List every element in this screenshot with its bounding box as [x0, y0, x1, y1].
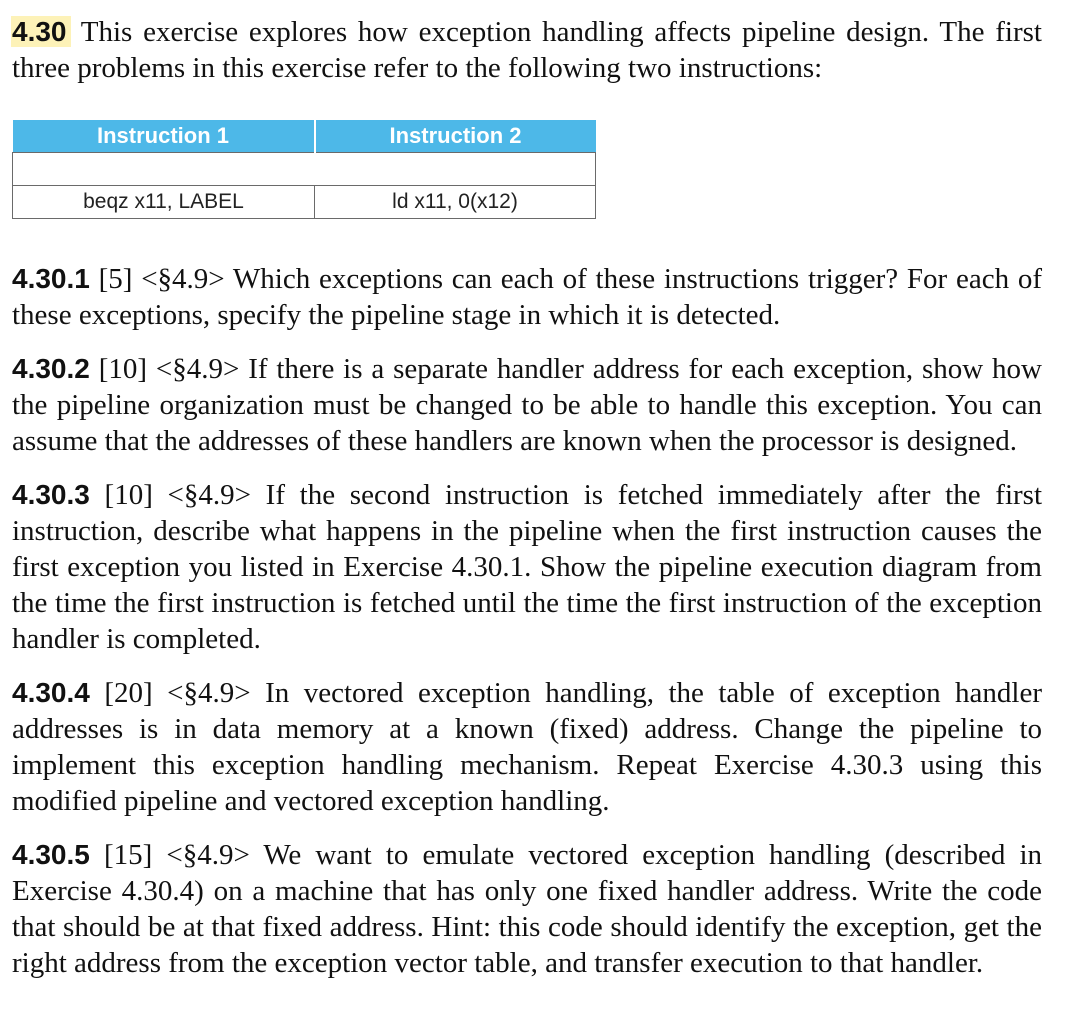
problem-number: 4.30.5 [12, 839, 90, 870]
problem-4-30-2 [12, 351, 1042, 459]
problem-number: 4.30.1 [12, 263, 90, 294]
table-header-instruction-2: Instruction 2 [315, 120, 596, 153]
problem-number: 4.30.4 [12, 677, 90, 708]
problem-4-30-1 [12, 261, 1042, 333]
problem-4-30-5 [12, 837, 1042, 981]
exercise-intro [12, 14, 1042, 86]
problem-number: 4.30.3 [12, 479, 90, 510]
problem-text: [5] <§4.9> Which exceptions can each of these instructions trigger? For each of these exceptions, specify the pipeline stage in which it is detected. [12, 263, 1042, 331]
exercise-number: 4.30 [11, 16, 71, 47]
exercise-page [12, 14, 1042, 981]
instruction-table [12, 120, 596, 219]
problem-number: 4.30.2 [12, 353, 90, 384]
table-row [13, 186, 596, 219]
table-header-instruction-1: Instruction 1 [13, 120, 315, 153]
problem-text: [10] <§4.9> If there is a separate handler address for each exception, show how the pipeline organization must be changed to be able to handle this exception. You can assume that the addresses of these handlers are known when the processor is designed. [12, 353, 1043, 457]
table-cell-instruction-2: ld x11, 0(x12) [315, 186, 596, 219]
table-header-row [13, 120, 596, 153]
problem-text: [20] <§4.9> In vectored exception handling, the table of exception handler addresses is in data memory at a known (fixed) address. Change the pipeline to implement this exception handling mechanism. Repeat Exercise 4.30.3 using this modified pipeline and vectored exception handling. [12, 677, 1043, 817]
problem-text: [15] <§4.9> We want to emulate vectored exception handling (described in Exercise 4.30.4) on a machine that has only one fixed handler address. Write the code that should be at that fixed address. Hint: this code should identify the exception, get the right address from the exception vector table, and transfer execution to that handler. [12, 839, 1043, 979]
problem-text: [10] <§4.9> If the second instruction is fetched immediately after the first instruction, describe what happens in the pipeline when the first instruction causes the first exception you listed in Exercise 4.30.1. Show the pipeline execution diagram from the time the first instruction is fetched until the time the first instruction of the exception handler is completed. [12, 479, 1042, 655]
problem-4-30-3 [12, 477, 1042, 657]
problem-4-30-4 [12, 675, 1042, 819]
table-cell-instruction-1: beqz x11, LABEL [13, 186, 315, 219]
exercise-intro-text: This exercise explores how exception handling affects pipeline design. The first three problems in this exercise refer to the following two instructions: [12, 16, 1042, 84]
